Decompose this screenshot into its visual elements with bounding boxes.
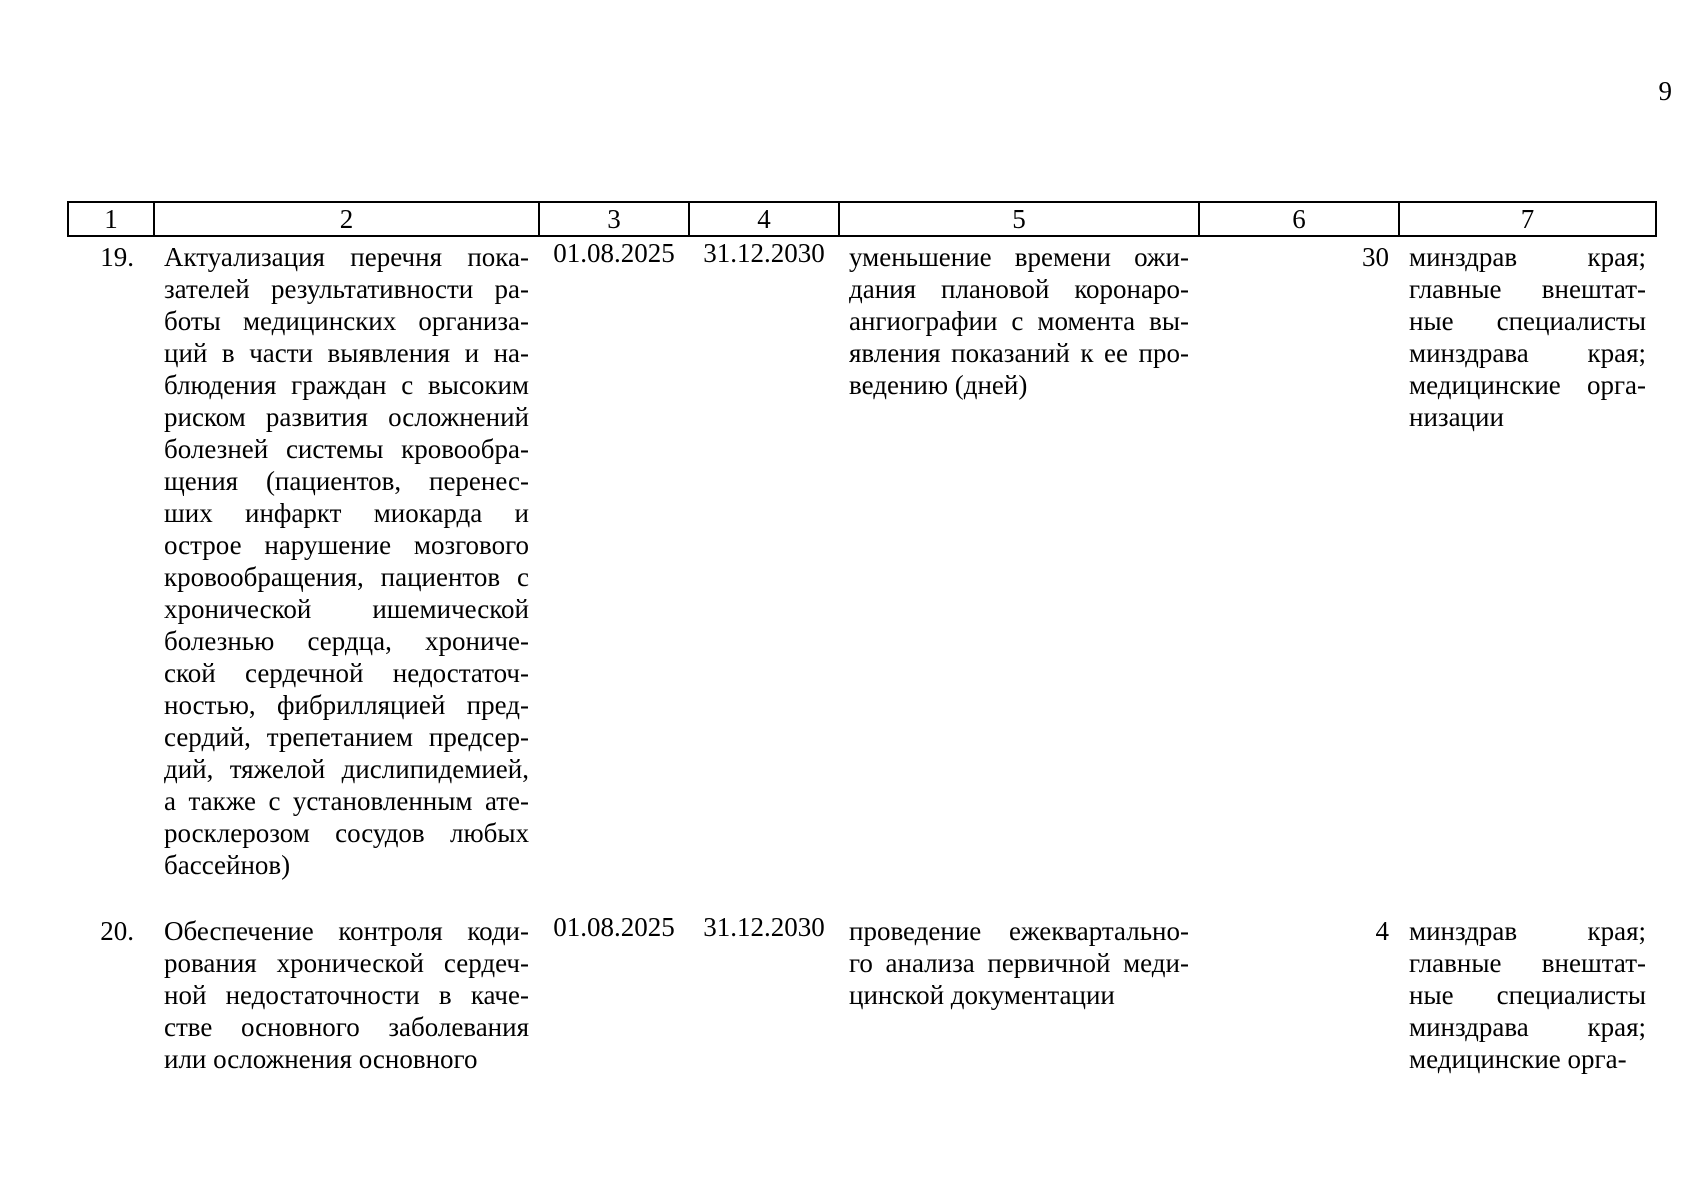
measure-cell-line: росклерозом сосудов любых — [164, 818, 529, 848]
responsible-cell-text — [1409, 241, 1646, 433]
responsible-cell-line: ные специалисты — [1409, 306, 1646, 336]
measure-cell-line: сердий, трепетанием предсер- — [164, 722, 529, 752]
measure-cell-line: острое нарушение мозгового — [164, 530, 529, 560]
responsible-cell-line: минздрав края; — [1409, 916, 1646, 946]
header-row — [68, 202, 1656, 236]
responsible-cell-line: медицинские орга- — [1409, 1044, 1627, 1074]
responsible-cell — [1399, 911, 1656, 1105]
row-number: 19. — [100, 242, 134, 272]
indicator-cell-text — [849, 915, 1189, 1011]
row-number: 20. — [100, 916, 134, 946]
end-date: 31.12.2030 — [703, 238, 825, 268]
indicator-value: 4 — [1375, 916, 1389, 946]
indicator-cell-line: го анализа первичной меди- — [849, 948, 1189, 978]
measure-cell-line: рования хронической сердеч- — [164, 948, 529, 978]
indicator-cell-text — [849, 241, 1189, 401]
responsible-cell-line: минздрава края; — [1409, 338, 1646, 368]
indicator-cell-line: ведению (дней) — [849, 370, 1028, 400]
indicator-cell — [839, 236, 1199, 911]
table-row — [68, 911, 1656, 1105]
measure-cell-line: ской сердечной недостаточ- — [164, 658, 529, 688]
measure-cell-line: ностью, фибрилляцией пред- — [164, 690, 529, 720]
responsible-cell-line: минздрав края; — [1409, 242, 1646, 272]
measure-cell-line: ших инфаркт миокарда и — [164, 498, 529, 528]
measure-cell — [154, 911, 539, 1105]
measure-cell-text — [164, 915, 529, 1075]
responsible-cell-line: главные внештат- — [1409, 948, 1646, 978]
indicator-cell-line: уменьшение времени ожи- — [849, 242, 1189, 272]
measure-cell-text — [164, 241, 529, 881]
table-row — [68, 236, 1656, 911]
responsible-cell-line: главные внештат- — [1409, 274, 1646, 304]
measure-cell-line: боты медицинских организа- — [164, 306, 529, 336]
start-date: 01.08.2025 — [553, 912, 675, 942]
measure-cell-line: дий, тяжелой дислипидемией, — [164, 754, 529, 784]
header-col-5: 5 — [839, 202, 1199, 236]
responsible-cell-line: ные специалисты — [1409, 980, 1646, 1010]
header-col-1: 1 — [68, 202, 154, 236]
header-col-4: 4 — [689, 202, 839, 236]
indicator-cell-line: дания плановой коронаро- — [849, 274, 1189, 304]
measure-cell-line: Обеспечение контроля коди- — [164, 916, 529, 946]
responsible-cell-line: низации — [1409, 402, 1504, 432]
measure-cell-line: щения (пациентов, перенес- — [164, 466, 529, 496]
measure-cell-line: стве основного заболевания — [164, 1012, 529, 1042]
measure-cell-line: болезней системы кровообра- — [164, 434, 529, 464]
measure-cell-line: ной недостаточности в каче- — [164, 980, 529, 1010]
indicator-cell-line: ангиографии с момента вы- — [849, 306, 1189, 336]
indicator-cell — [839, 911, 1199, 1105]
page-number: 9 — [1658, 76, 1672, 106]
header-col-6: 6 — [1199, 202, 1399, 236]
responsible-cell-line: минздрава края; — [1409, 1012, 1646, 1042]
measure-cell-line: а также с установленным ате- — [164, 786, 529, 816]
indicator-cell-line: проведение ежеквартально- — [849, 916, 1189, 946]
measure-cell-line: или осложнения основного — [164, 1044, 478, 1074]
measure-cell-line: бассейнов) — [164, 850, 291, 880]
measure-cell-line: кровообращения, пациентов с — [164, 562, 529, 592]
measure-cell-line: блюдения граждан с высоким — [164, 370, 529, 400]
start-date: 01.08.2025 — [553, 238, 675, 268]
header-col-2: 2 — [154, 202, 539, 236]
measure-cell-line: Актуализация перечня пока- — [164, 242, 529, 272]
measure-cell-line: хронической ишемической — [164, 594, 529, 624]
measure-cell-line: болезнью сердца, хрониче- — [164, 626, 529, 656]
responsible-cell — [1399, 236, 1656, 911]
measure-cell-line: ций в части выявления и на- — [164, 338, 529, 368]
end-date: 31.12.2030 — [703, 912, 825, 942]
responsible-cell-text — [1409, 915, 1646, 1075]
measures-table — [67, 201, 1657, 1105]
measure-cell-line: зателей результативности ра- — [164, 274, 529, 304]
indicator-cell-line: цинской документации — [849, 980, 1115, 1010]
indicator-value: 30 — [1362, 242, 1389, 272]
measure-cell-line: риском развития осложнений — [164, 402, 529, 432]
header-col-3: 3 — [539, 202, 689, 236]
measure-cell — [154, 236, 539, 911]
responsible-cell-line: медицинские орга- — [1409, 370, 1646, 400]
indicator-cell-line: явления показаний к ее про- — [849, 338, 1189, 368]
header-col-7: 7 — [1399, 202, 1656, 236]
